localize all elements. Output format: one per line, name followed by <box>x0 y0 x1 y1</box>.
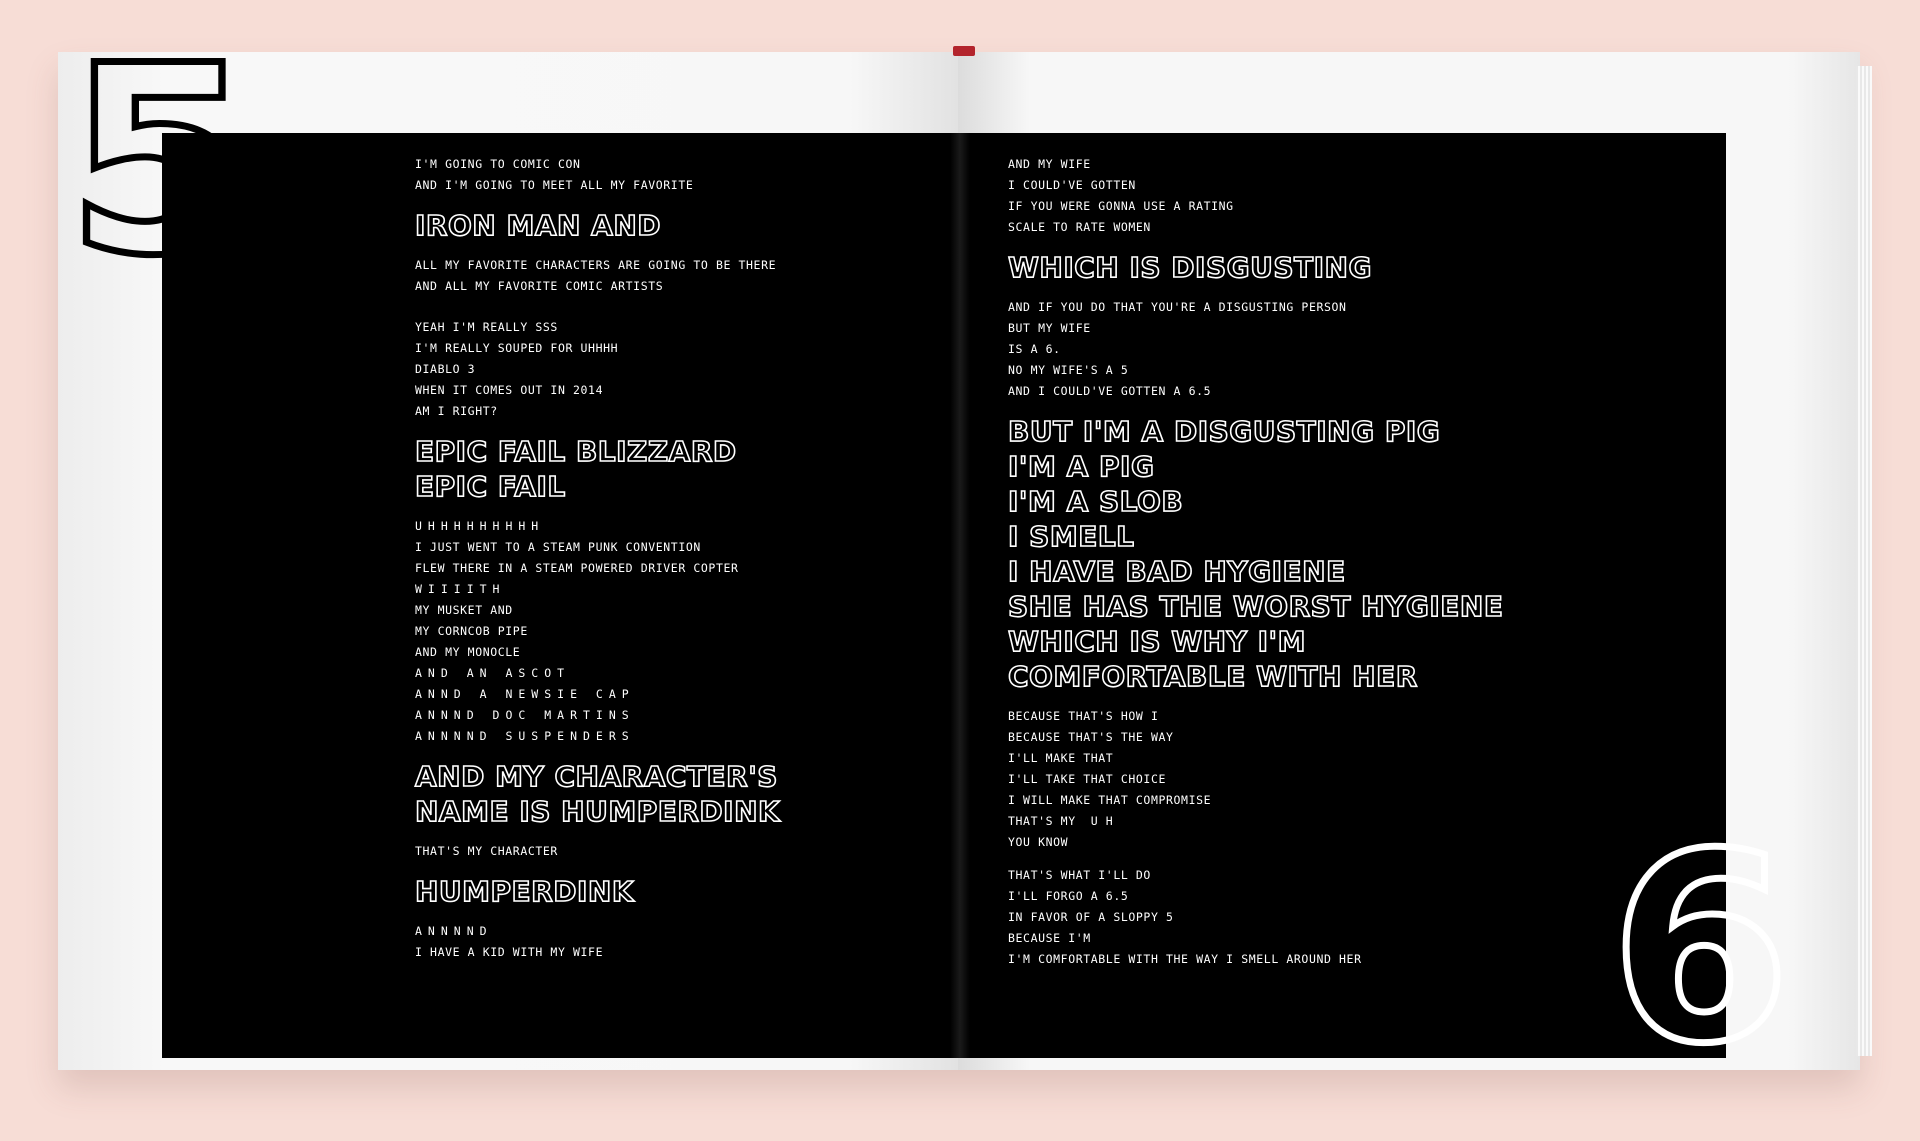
lyric-line: BUT MY WIFE <box>1008 321 1091 335</box>
lyric-line: I'LL FORGO A 6.5 <box>1008 889 1129 903</box>
lyric-line: I'M GOING TO COMIC CON <box>415 157 581 171</box>
lyric-line: YOU KNOW <box>1008 835 1069 849</box>
lyric-headline: WHICH IS WHY I'M <box>1008 625 1306 658</box>
lyric-headline: EPIC FAIL BLIZZARD <box>415 435 737 468</box>
lyric-line: SCALE TO RATE WOMEN <box>1008 220 1151 234</box>
left-text-column <box>415 154 835 963</box>
lyric-line: DIABLO 3 <box>415 362 476 376</box>
lyric-line: ANNNND <box>415 924 493 938</box>
lyric-line: I'M REALLY SOUPED FOR UHHHH <box>415 341 619 355</box>
lyric-headline: I'M A PIG <box>1008 450 1155 483</box>
lyric-headline: WHICH IS DISGUSTING <box>1008 251 1372 284</box>
lyric-line: I HAVE A KID WITH MY WIFE <box>415 945 604 959</box>
lyric-line: I'LL TAKE THAT CHOICE <box>1008 772 1166 786</box>
lyric-line: I COULD'VE GOTTEN <box>1008 178 1136 192</box>
lyric-line: UHHHHHHHHH <box>415 519 545 533</box>
page-number-left: 5 <box>65 11 256 313</box>
lyric-line: MY MUSKET AND <box>415 603 513 617</box>
lyric-line: BECAUSE I'M <box>1008 931 1091 945</box>
right-text-column <box>1008 154 1568 970</box>
lyric-line: I'M COMFORTABLE WITH THE WAY I SMELL AROUND HER <box>1008 952 1362 966</box>
lyric-headline: EPIC FAIL <box>415 470 566 503</box>
lyric-line: I JUST WENT TO A STEAM PUNK CONVENTION <box>415 540 701 554</box>
bookmark-ribbon <box>953 46 975 56</box>
lyric-headline: IRON MAN AND <box>415 209 662 242</box>
lyric-headline: I SMELL <box>1008 520 1135 553</box>
lyric-line: AND MY MONOCLE <box>415 645 521 659</box>
lyric-line: IN FAVOR OF A SLOPPY 5 <box>1008 910 1174 924</box>
lyric-line: IS A 6. <box>1008 342 1061 356</box>
lyric-line: THAT'S MY CHARACTER <box>415 844 558 858</box>
lyric-headline: COMFORTABLE WITH HER <box>1008 660 1418 693</box>
lyric-headline: HUMPERDINK <box>415 875 635 908</box>
lyric-line: I WILL MAKE THAT COMPROMISE <box>1008 793 1212 807</box>
lyric-line: BECAUSE THAT'S THE WAY <box>1008 730 1174 744</box>
lyric-line: AND I'M GOING TO MEET ALL MY FAVORITE <box>415 178 694 192</box>
lyric-line: THAT'S MY U H <box>1008 814 1114 828</box>
lyric-line: I'LL MAKE THAT <box>1008 751 1114 765</box>
lyric-headline: I'M A SLOB <box>1008 485 1184 518</box>
lyric-line: FLEW THERE IN A STEAM POWERED DRIVER COPTER <box>415 561 739 575</box>
lyric-headline: NAME IS HUMPERDINK <box>415 795 781 828</box>
lyric-headline: I HAVE BAD HYGIENE <box>1008 555 1346 588</box>
lyric-line: AND I COULD'VE GOTTEN A 6.5 <box>1008 384 1212 398</box>
lyric-line: ANNND DOC MARTINS <box>415 708 635 722</box>
lyric-headline: BUT I'M A DISGUSTING PIG <box>1008 415 1441 448</box>
book-gutter <box>950 133 970 1058</box>
lyric-line: ALL MY FAVORITE CHARACTERS ARE GOING TO BE THERE <box>415 258 777 272</box>
lyric-line: THAT'S WHAT I'LL DO <box>1008 868 1151 882</box>
lyric-line: BECAUSE THAT'S HOW I <box>1008 709 1159 723</box>
lyric-line: ANNNND SUSPENDERS <box>415 729 635 743</box>
lyric-line: ANND A NEWSIE CAP <box>415 687 635 701</box>
lyric-line: AM I RIGHT? <box>415 404 498 418</box>
lyric-line: WHEN IT COMES OUT IN 2014 <box>415 383 604 397</box>
lyric-line: YEAH I'M REALLY SSS <box>415 320 558 334</box>
lyric-headline: SHE HAS THE WORST HYGIENE <box>1008 590 1504 623</box>
page-number-left-clip <box>58 11 256 352</box>
lyric-line: NO MY WIFE'S A 5 <box>1008 363 1129 377</box>
lyric-line: WIIIITH <box>415 582 506 596</box>
lyric-headline: AND MY CHARACTER'S <box>415 760 778 793</box>
lyric-line: IF YOU WERE GONNA USE A RATING <box>1008 199 1234 213</box>
page-number-right: 6 <box>1610 799 1791 1101</box>
lyric-line: AND ALL MY FAVORITE COMIC ARTISTS <box>415 279 664 293</box>
lyric-line: AND AN ASCOT <box>415 666 571 680</box>
lyric-line: AND MY WIFE <box>1008 157 1091 171</box>
page-number-right-clip <box>1580 799 1791 1101</box>
lyric-line: AND IF YOU DO THAT YOU'RE A DISGUSTING PERSON <box>1008 300 1347 314</box>
lyric-line: MY CORNCOB PIPE <box>415 624 528 638</box>
page-edges <box>1856 66 1872 1056</box>
